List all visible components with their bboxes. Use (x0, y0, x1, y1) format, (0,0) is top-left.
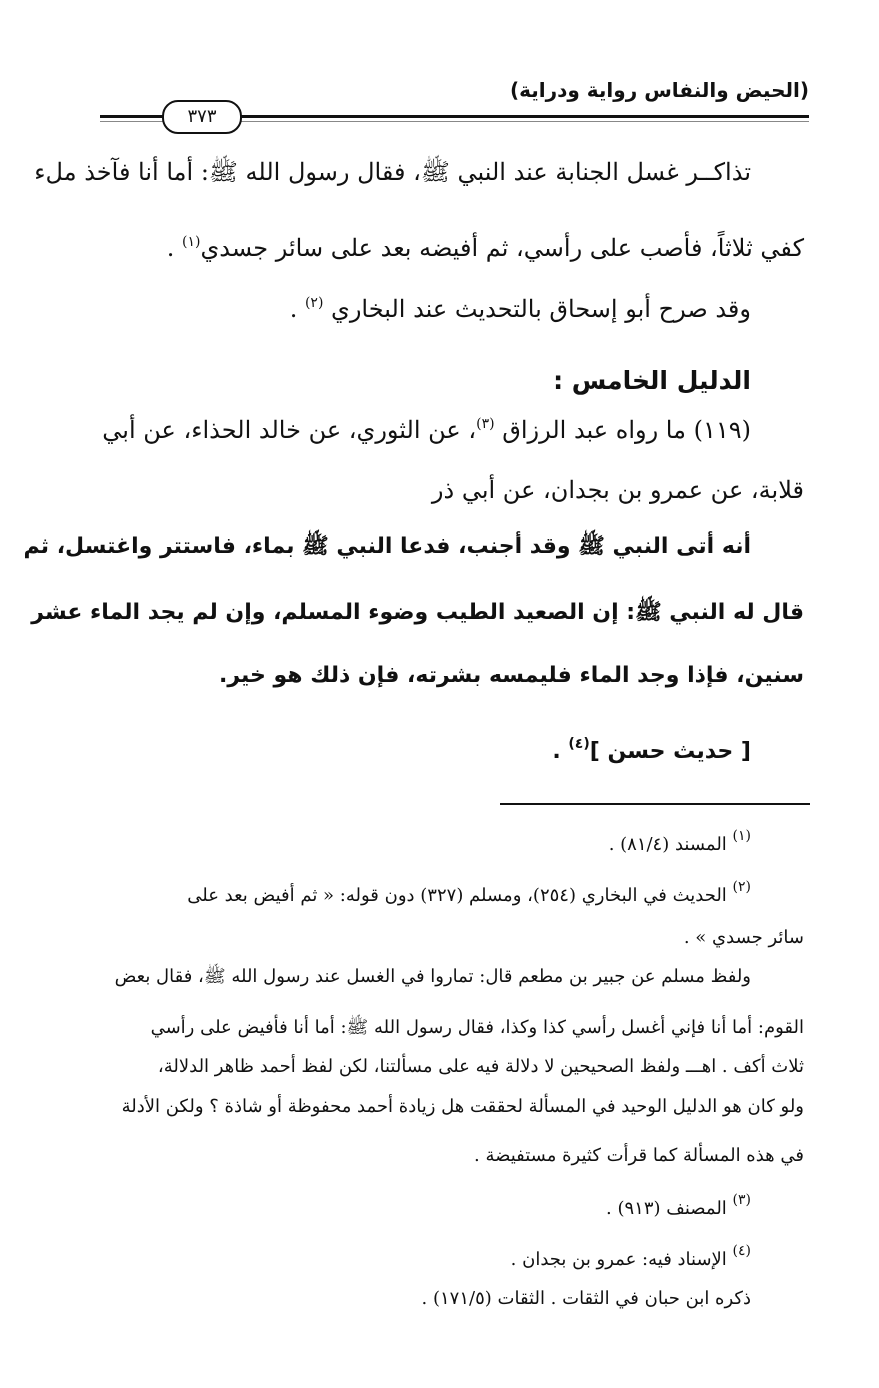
hadith-grade (552, 728, 751, 768)
footnote-2-line-2: سائر جسدي » . (683, 927, 804, 948)
body-line-2 (167, 226, 804, 264)
footnote-4-number: (٤) (732, 1243, 751, 1259)
footnote-rule (500, 803, 810, 805)
footnote-1-number: (١) (732, 828, 751, 844)
footnote-1-text: المسند (٨١/٤) . (608, 834, 733, 855)
body-line-2-text: كفي ثلاثاً، فأصب على رأسي، ثم أفيضه بعد على سائر جسدي (200, 234, 804, 262)
body-line-6: قلابة، عن عمرو بن بجدان، عن أبي ذر (431, 476, 804, 504)
footnote-3 (606, 1187, 751, 1222)
hadith-grade-end: . (552, 739, 569, 764)
body-line-3 (290, 287, 751, 325)
footnote-2-text: الحديث في البخاري (٢٥٤)، ومسلم (٣٢٧) دون قوله: « ثم أفيض بعد على (187, 885, 733, 906)
footnote-2-line-4: القوم: أما أنا فإني أغسل رأسي كذا وكذا، فقال رسول الله ﷺ: أما أنا فأفيض على رأسي (150, 1017, 804, 1038)
body-line-1: تذاكــر غسل الجنابة عند النبي ﷺ، فقال رسول الله ﷺ: أما أنا فآخذ ملء (34, 158, 751, 186)
footnote-2-line-1 (187, 874, 751, 909)
hadith-line-3: سنين، فإذا وجد الماء فليمسه بشرته، فإن ذلك هو خير. (218, 663, 804, 688)
footnote-2-line-3: ولفظ مسلم عن جبير بن مطعم قال: تماروا في الغسل عند رسول الله ﷺ، فقال بعض (114, 966, 751, 987)
body-line-5-a: (١١٩) ما رواه عبد الرزاق (494, 416, 751, 444)
footnote-1 (609, 823, 751, 858)
body-line-3-end: . (289, 295, 305, 323)
body-line-5 (102, 408, 751, 446)
hadith-grade-text: [ حديث حسن ] (589, 739, 751, 764)
footnote-4 (511, 1238, 751, 1273)
body-line-2-end: . (166, 234, 182, 262)
body-line-5-b: ، عن الثوري، عن خالد الحذاء، عن أبي (102, 416, 477, 444)
footnote-4-text: الإسناد فيه: عمرو بن بجدان . (510, 1249, 733, 1270)
page-number: ٣٧٣ (162, 100, 242, 134)
footnote-3-text: المصنف (٩١٣) . (606, 1198, 733, 1219)
footnote-ref-3: (٣) (476, 416, 495, 432)
footnote-2-line-5: ثلاث أكف . اهـــ ولفظ الصحيحين لا دلالة فيه على مسألتنا، لكن لفظ أحمد ظاهر الدلالة، (157, 1056, 804, 1077)
footnote-3-number: (٣) (732, 1192, 751, 1208)
footnote-2-number: (٢) (732, 879, 751, 895)
hadith-line-2: قال له النبي ﷺ: إن الصعيد الطيب وضوء المسلم، وإن لم يجد الماء عشر (31, 600, 804, 625)
hadith-line-1: أنه أتى النبي ﷺ وقد أجنب، فدعا النبي ﷺ بماء، فاستتر واغتسل، ثم (23, 534, 751, 559)
footnote-2-line-7: في هذه المسألة كما قرأت كثيرة مستفيضة . (474, 1145, 804, 1166)
footnote-ref-2: (٢) (304, 295, 324, 311)
footnote-ref-4: (٤) (568, 736, 590, 752)
running-title: (الحيض والنفاس رواية ودراية) (509, 78, 809, 102)
section-heading: الدليل الخامس : (553, 366, 751, 395)
body-line-3-text: وقد صرح أبو إسحاق بالتحديث عند البخاري (323, 295, 751, 323)
footnote-2-line-6: ولو كان هو الدليل الوحيد في المسألة لحققت هل زيادة أحمد محفوظة أو شاذة ؟ ولكن الأدلة (121, 1096, 804, 1117)
footnote-ref-1: (١) (182, 234, 201, 250)
footnote-4-line-2: ذكره ابن حبان في الثقات . الثقات (١٧١/٥) . (421, 1288, 751, 1309)
